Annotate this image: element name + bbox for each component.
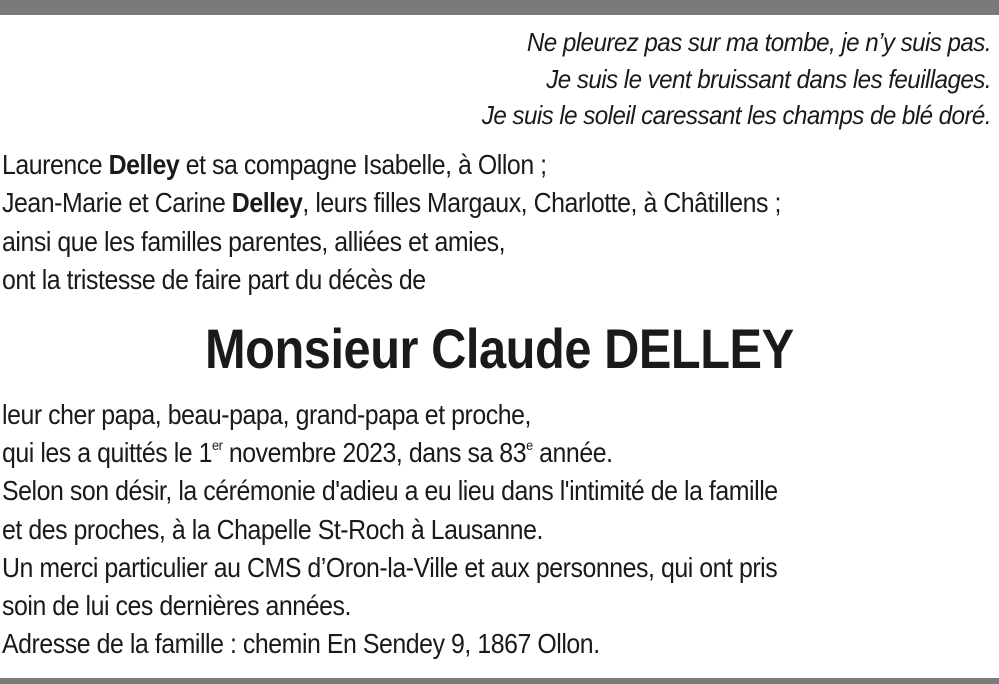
deceased-name: Monsieur Claude DELLEY: [205, 317, 794, 380]
family-member-details: , leurs filles Margaux, Charlotte, à Châtillens ;: [302, 187, 781, 219]
bottom-border-rule: [0, 678, 999, 684]
ordinal-suffix: er: [212, 437, 223, 454]
ordinal-suffix: e: [526, 437, 533, 454]
family-surname: Delley: [231, 187, 303, 219]
family-member-names: Jean-Marie et Carine: [2, 187, 232, 219]
death-date-text: qui les a quittés le 1: [2, 437, 213, 469]
poem-line-3: Je suis le soleil caressant les champs de blé doré.: [481, 100, 991, 130]
family-surname: Delley: [108, 149, 180, 180]
details-line-2: [2, 434, 961, 472]
details-line-3: Selon son désir, la cérémonie d'adieu a eu lieu dans l'intimité de la famille: [2, 475, 778, 507]
family-announcement: [2, 146, 961, 299]
death-date-text: novembre 2023, dans sa 83: [222, 437, 527, 469]
top-border-rule: [0, 0, 999, 15]
poem-line-2: Je suis le vent bruissant dans les feuillages.: [546, 63, 991, 94]
family-line-2: [2, 184, 961, 222]
deceased-name-heading: [0, 314, 999, 384]
death-date-text: année.: [532, 437, 613, 469]
poem-verse: [247, 24, 991, 134]
family-member-names: Laurence: [2, 149, 109, 180]
family-member-details: et sa compagne Isabelle, à Ollon ;: [179, 149, 547, 180]
family-address: Adresse de la famille : chemin En Sendey 9, 1867 Ollon.: [2, 628, 600, 660]
details-line-6: soin de lui ces dernières années.: [2, 590, 351, 622]
family-line-3: ainsi que les familles parentes, alliées et amies,: [2, 225, 506, 257]
details-line-1: leur cher papa, beau-papa, grand-papa et proche,: [2, 399, 531, 430]
details-line-4: et des proches, à la Chapelle St-Roch à Lausanne.: [2, 513, 543, 545]
poem-line-1: Ne pleurez pas sur ma tombe, je n’y suis pas.: [526, 27, 991, 57]
obituary-details: [2, 396, 961, 663]
family-line-1: [2, 146, 961, 184]
family-line-4: ont la tristesse de faire part du décès de: [2, 263, 426, 295]
details-line-5: Un merci particulier au CMS d’Oron-la-Ville et aux personnes, qui ont pris: [2, 551, 778, 583]
